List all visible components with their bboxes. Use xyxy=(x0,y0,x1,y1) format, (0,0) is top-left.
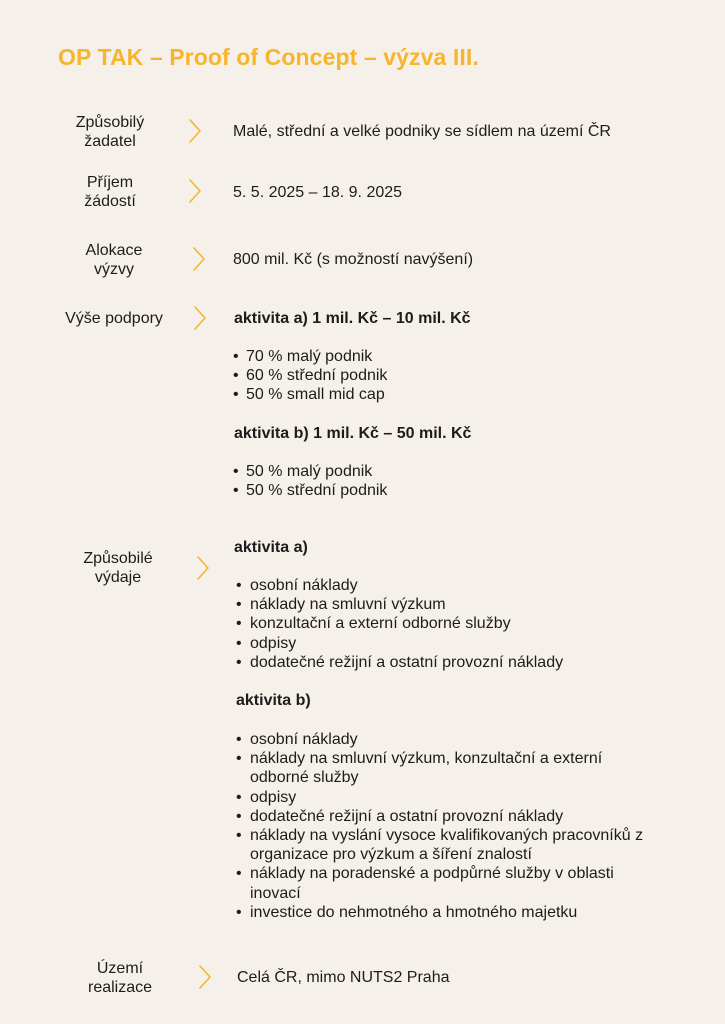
value-prijem-zadosti: 5. 5. 2025 – 18. 9. 2025 xyxy=(233,184,403,201)
podpora-aktivita-b-list xyxy=(233,462,387,500)
chevron-right-icon xyxy=(198,964,212,990)
label-prijem-zadosti: Příjem žádostí xyxy=(84,174,136,210)
podpora-aktivita-b-heading: aktivita b) 1 mil. Kč – 50 mil. Kč xyxy=(234,425,472,442)
vydaje-aktivita-a-heading: aktivita a) xyxy=(234,539,308,556)
label-zpusobile-vydaje: Způsobilé výdaje xyxy=(83,550,153,586)
chevron-right-icon xyxy=(192,246,206,272)
list-item: • 50 % střední podnik xyxy=(233,481,387,500)
label-uzemi-realizace: Území realizace xyxy=(87,960,153,996)
value-uzemi-realizace: Celá ČR, mimo NUTS2 Praha xyxy=(237,969,450,986)
chevron-right-icon xyxy=(196,555,210,581)
list-item: • náklady na smluvní výzkum, konzultační a externí odborné služby xyxy=(236,749,691,787)
list-item: • 60 % střední podnik xyxy=(233,366,387,385)
list-item: • konzultační a externí odborné služby xyxy=(236,614,686,633)
list-item: • 50 % malý podnik xyxy=(233,462,387,481)
list-item: • odpisy xyxy=(236,788,691,807)
list-item: • náklady na poradenské a podpůrné služby v oblasti inovací xyxy=(236,864,691,902)
list-item: • osobní náklady xyxy=(236,576,686,595)
list-item: • dodatečné režijní a ostatní provozní náklady xyxy=(236,653,686,672)
page-title: OP TAK – Proof of Concept – výzva III. xyxy=(58,44,479,70)
list-item: • náklady na smluvní výzkum xyxy=(236,595,686,614)
chevron-right-icon xyxy=(193,305,207,331)
label-zpusobily-zadatel: Způsobilý žadatel xyxy=(75,114,145,150)
vydaje-aktivita-b-list xyxy=(236,730,691,922)
list-item: • 50 % small mid cap xyxy=(233,385,387,404)
podpora-aktivita-a-heading: aktivita a) 1 mil. Kč – 10 mil. Kč xyxy=(234,310,471,327)
list-item: • náklady na vyslání vysoce kvalifikovaných pracovníků z organizace pro výzkum a šíření znalostí xyxy=(236,826,691,864)
podpora-aktivita-a-list xyxy=(233,347,387,405)
vydaje-aktivita-b-heading: aktivita b) xyxy=(236,692,311,709)
label-alokace-vyzvy: Alokace výzvy xyxy=(85,242,143,278)
vydaje-aktivita-a-list xyxy=(236,576,686,672)
value-zpusobily-zadatel: Malé, střední a velké podniky se sídlem na území ČR xyxy=(233,123,611,140)
list-item: • odpisy xyxy=(236,634,686,653)
list-item: • dodatečné režijní a ostatní provozní náklady xyxy=(236,807,691,826)
value-alokace-vyzvy: 800 mil. Kč (s možností navýšení) xyxy=(233,251,474,268)
label-vyse-podpory: Výše podpory xyxy=(65,310,163,327)
chevron-right-icon xyxy=(188,118,202,144)
chevron-right-icon xyxy=(188,178,202,204)
list-item: • 70 % malý podnik xyxy=(233,347,387,366)
list-item: • investice do nehmotného a hmotného majetku xyxy=(236,903,691,922)
list-item: • osobní náklady xyxy=(236,730,691,749)
